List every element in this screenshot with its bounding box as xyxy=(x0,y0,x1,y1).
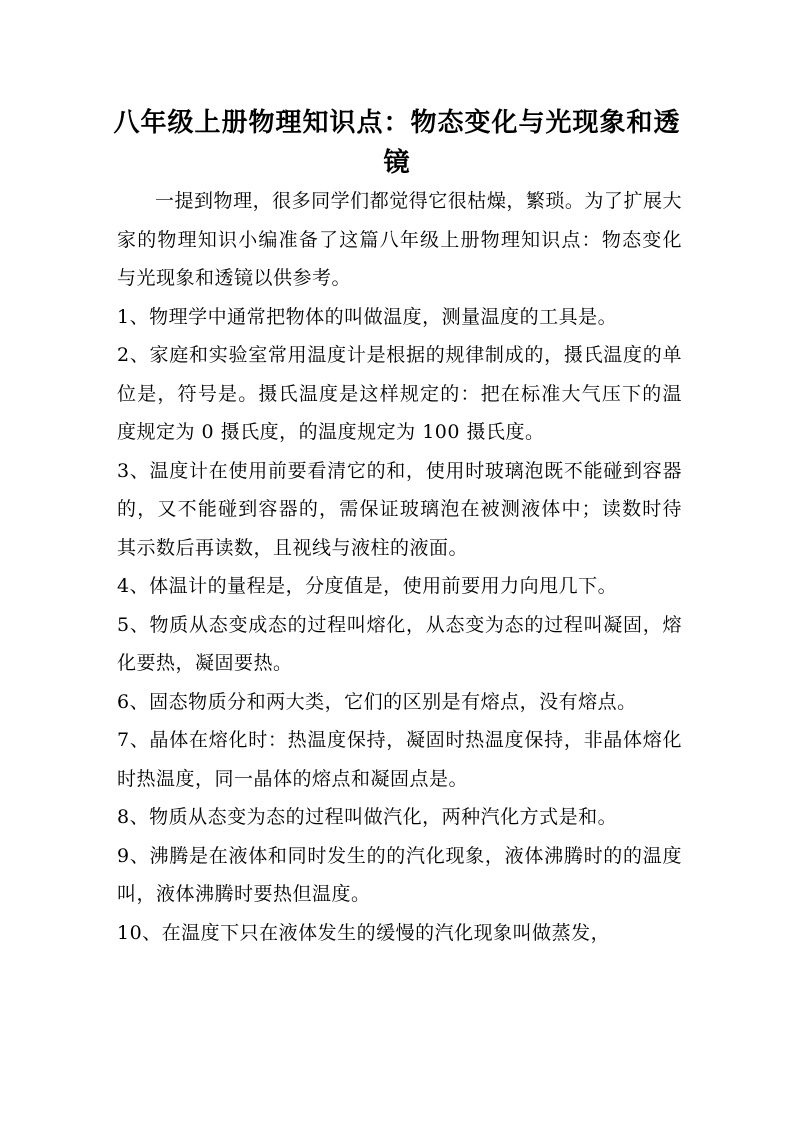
intro-paragraph: 一提到物理，很多同学们都觉得它很枯燥，繁琐。为了扩展大家的物理知识小编准备了这篇八年级上册物理知识点：物态变化与光现象和透镜以供参考。 xyxy=(117,190,682,289)
item-paragraph-8: 8、物质从态变为态的过程叫做汽化，两种汽化方式是和。 xyxy=(117,806,618,828)
title-line-2: 镜 xyxy=(383,148,411,178)
item-paragraph-9: 9、沸腾是在液体和同时发生的的汽化现象，液体沸腾时的的温度叫，液体沸腾时要热但温度。 xyxy=(117,844,682,905)
item-paragraph-4: 4、体温计的量程是，分度值是，使用前要用力向甩几下。 xyxy=(117,575,618,597)
document-body xyxy=(117,182,682,952)
item-paragraph-2: 2、家庭和实验室常用温度计是根据的规律制成的，摄氏温度的单位是，符号是。摄氏温度是这样规定的：把在标准大气压下的温度规定为 0 摄氏度，的温度规定为 100 摄氏度。 xyxy=(117,344,682,443)
item-paragraph-3: 3、温度计在使用前要看清它的和，使用时玻璃泡既不能碰到容器的，又不能碰到容器的，需保证玻璃泡在被测液体中；读数时待其示数后再读数，且视线与液柱的液面。 xyxy=(117,459,682,559)
title-line-1: 八年级上册物理知识点：物态变化与光现象和透 xyxy=(113,108,681,138)
item-paragraph-6: 6、固态物质分和两大类，它们的区别是有熔点，没有熔点。 xyxy=(117,690,637,713)
item-paragraph-5: 5、物质从态变成态的过程叫熔化，从态变为态的过程叫凝固，熔化要热，凝固要热。 xyxy=(117,613,682,674)
item-paragraph-10: 10、在温度下只在液体发生的缓慢的汽化现象叫做蒸发， xyxy=(117,921,611,944)
item-paragraph-1: 1、物理学中通常把物体的叫做温度，测量温度的工具是。 xyxy=(117,305,618,328)
document-title xyxy=(0,103,794,183)
item-paragraph-7: 7、晶体在熔化时：热温度保持，凝固时热温度保持，非晶体熔化时热温度，同一晶体的熔点和凝固点是。 xyxy=(117,729,682,790)
